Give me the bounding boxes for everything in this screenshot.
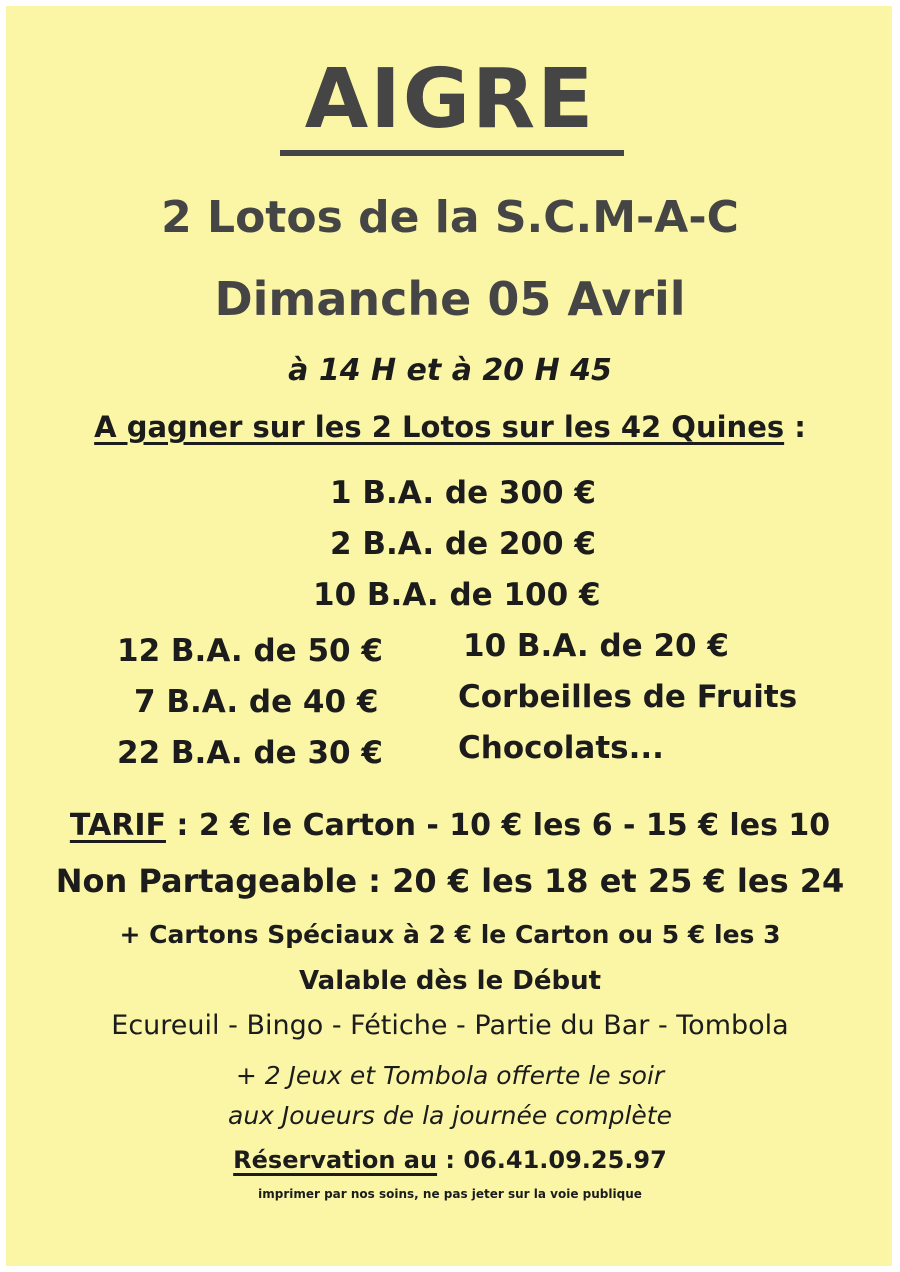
reservation-phone: : 06.41.09.25.97 bbox=[437, 1146, 667, 1174]
tarif-label: TARIF bbox=[69, 808, 166, 843]
prize-center-2: 2 B.A. de 200 € bbox=[330, 526, 596, 562]
prize-right-1: 10 B.A. de 20 € bbox=[463, 628, 729, 664]
prize-right-2: Corbeilles de Fruits bbox=[458, 679, 798, 715]
tarif-text: : 2 € le Carton - 10 € les 6 - 15 € les 10 bbox=[165, 808, 831, 843]
prize-center-1: 1 B.A. de 300 € bbox=[330, 475, 596, 511]
event-date: Dimanche 05 Avril bbox=[214, 272, 686, 326]
prizes-heading-colon: : bbox=[784, 410, 806, 444]
prize-center-3: 10 B.A. de 100 € bbox=[313, 577, 601, 613]
print-notice: imprimer par nos soins, ne pas jeter sur la voie publique bbox=[258, 1187, 642, 1201]
prize-left-1: 12 B.A. de 50 € bbox=[117, 633, 383, 669]
tarif-line bbox=[0, 808, 900, 843]
cartons-speciaux-line: + Cartons Spéciaux à 2 € le Carton ou 5 € les 3 bbox=[119, 920, 781, 949]
prize-left-3: 22 B.A. de 30 € bbox=[117, 735, 383, 771]
games-list: Ecureuil - Bingo - Fétiche - Partie du Bar - Tombola bbox=[111, 1010, 789, 1041]
event-times: à 14 H et à 20 H 45 bbox=[288, 353, 612, 388]
reservation-line bbox=[0, 1146, 900, 1174]
offer-line-1: + 2 Jeux et Tombola offerte le soir bbox=[235, 1061, 665, 1090]
valable-line: Valable dès le Début bbox=[298, 966, 602, 996]
non-partageable-line: Non Partageable : 20 € les 18 et 25 € les 24 bbox=[55, 862, 845, 900]
flyer-title: AIGRE bbox=[304, 52, 596, 147]
prize-right-3: Chocolats... bbox=[458, 730, 664, 766]
flyer-subtitle: 2 Lotos de la S.C.M-A-C bbox=[161, 192, 739, 243]
title-underline bbox=[280, 150, 624, 156]
reservation-label: Réservation au bbox=[233, 1146, 438, 1174]
prize-left-2: 7 B.A. de 40 € bbox=[134, 684, 379, 720]
offer-line-2: aux Joueurs de la journée complète bbox=[228, 1101, 672, 1130]
prizes-heading bbox=[0, 410, 900, 444]
prizes-heading-text: A gagner sur les 2 Lotos sur les 42 Quines bbox=[94, 410, 785, 444]
